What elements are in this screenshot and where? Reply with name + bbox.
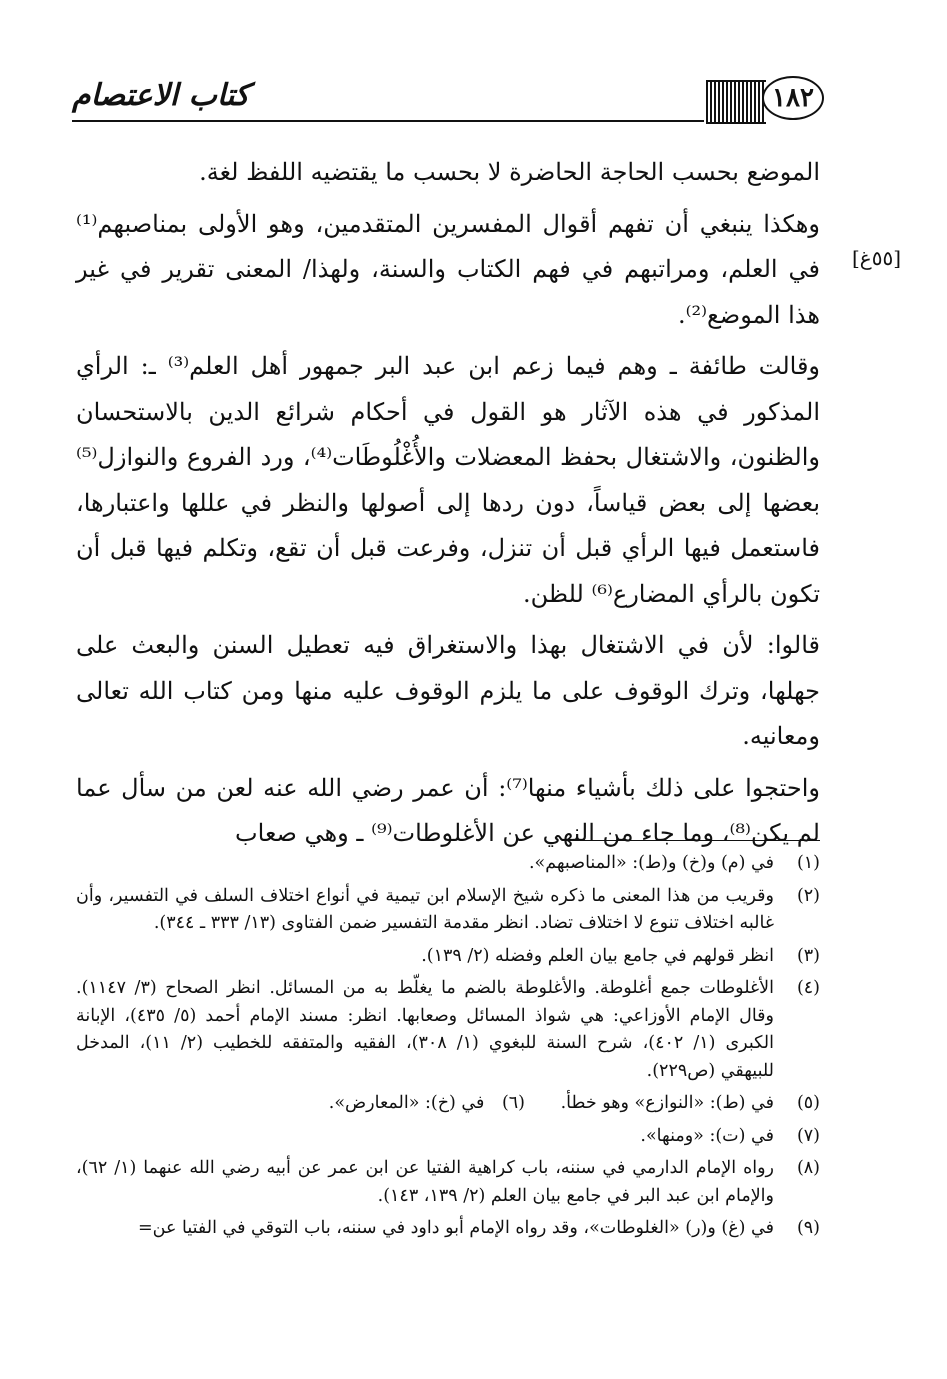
footnote-text: رواه الإمام الدارمي في سننه، باب كراهية الفتيا عن ابن عمر عن أبيه رضي الله عنهما (١/ ٦٢)، والإمام ابن عبد البر في جامع بيان العلم (٢/ ١٣٩، ١٤٣). [76,1158,775,1206]
book-title: كتاب الاعتصام [72,78,250,113]
paragraph: قالوا: لأن في الاشتغال بهذا والاستغراق فيه تعطيل السنن والبعث على جهلها، وترك الوقوف على ما يلزم الوقوف عليه منها ومن كتاب الله تعالى ومعانيه. [76,631,820,750]
footnote [76,1123,820,1151]
footnote-separator [568,840,820,841]
paragraph: وهكذا ينبغي أن تفهم أقوال المفسرين المتقدمين، وهو الأولى بمناصبهم⁽¹⁾ في العلم، ومراتبهم في فهم الكتاب والسنة، ولهذا/ المعنى تقرير في غير هذا الموضع⁽²⁾. [76,209,821,329]
footnote-number: (٨) [796,1158,820,1178]
footnote-text: وقريب من هذا المعنى ما ذكره شيخ الإسلام ابن تيمية في أنواع اختلاف السلف في التفسير، وأن غالبه اختلاف تنوع لا اختلاف تضاد. انظر مقدمة التفسير ضمن الفتاوى (١٣/ ٣٣٣ ـ ٣٤٤). [76,885,774,933]
margin-page-marker: [٥٥غ] [852,246,902,270]
footnote-number: (٩) [796,1218,820,1238]
header-rule [72,120,704,122]
footnote-text: في (خ): «المعارض». [328,1093,485,1113]
footnote-text: في (م) و(خ) و(ط): «المناصبهم». [528,853,774,873]
footnote-number: (٥) [796,1093,820,1113]
footnote-text: الأغلوطات جمع أغلوطة. والأغلوطة بالضم ما يغلّط به من المسائل. انظر الصحاح (٣/ ١١٤٧). وقال الإمام الأوزاعي: هي شواذ المسائل وصعابها. انظر: مسند الإمام أحمد (٥/ ٤٣٥)، الإبانة الكبرى (١/ ٤٠٢)، شرح السنة للبغوي (١/ ٣٠٨)، الفقيه والمتفقه للخطيب (٢/ ١١)، المدخل للبيهقي (ص٢٢٩). [76,978,774,1081]
footnote-text: في (ت): «ومنها». [640,1125,774,1146]
footnote [76,975,820,1085]
page-number: ١٨٢ [762,76,824,120]
footnote [76,1155,820,1210]
footnote-number: (٧) [796,1125,820,1146]
footnote-number: (١) [796,853,820,873]
footnotes [76,850,820,1248]
footnote-text: في (ط): «النوازع» وهو خطأ. [560,1093,774,1113]
footnote [76,883,820,938]
page-number-ornament [704,76,824,122]
footnote-number: (٢) [796,885,820,906]
paragraph: الموضع بحسب الحاجة الحاضرة لا بحسب ما يقتضيه اللفظ لغة. [199,158,820,186]
ornament-bars [706,80,766,124]
footnote [76,943,820,971]
footnote-number: (٤) [796,978,820,998]
footnote-text: انظر قولهم في جامع بيان العلم وفضله (٢/ ١٣٩). [421,945,774,966]
paragraph: وقالت طائفة ـ وهم فيما زعم ابن عبد البر جمهور أهل العلم⁽³⁾ ـ: الرأي المذكور في هذه الآثار هو القول في أحكام شرائع الدين بالاستحسان والظنون، والاشتغال بحفظ المعضلات والأُغْلُوطَات⁽⁴⁾، ورد الفروع والنوازل⁽⁵⁾ بعضها إلى بعض قياساً، دون ردها إلى أصولها والنظر في عللها واعتبارها، فاستعمل فيها الرأي قبل أن تنزل، وفرعت قبل أن تقع، وتكلم فيها قبل أن تكون بالرأي المضارع⁽⁶⁾ للظن. [76,352,821,608]
main-text [76,150,820,857]
footnote [76,850,820,878]
footnote [76,1215,820,1243]
footnote-number: (٣) [796,945,820,966]
paragraph: واحتجوا على ذلك بأشياء منها⁽⁷⁾: أن عمر رضي الله عنه لعن من سأل عما لم يكن⁽⁸⁾، وما جاء من النهي عن الأغلوطات⁽⁹⁾ ـ وهي صعاب [76,773,821,847]
footnote-pair [76,1090,820,1118]
footnote-number: (٦) [501,1093,525,1113]
page-header [72,70,824,130]
footnote-text: في (غ) و(ر) «الغلوطات»، وقد رواه الإمام أبو داود في سننه، باب التوقي في الفتيا عن= [138,1218,774,1238]
